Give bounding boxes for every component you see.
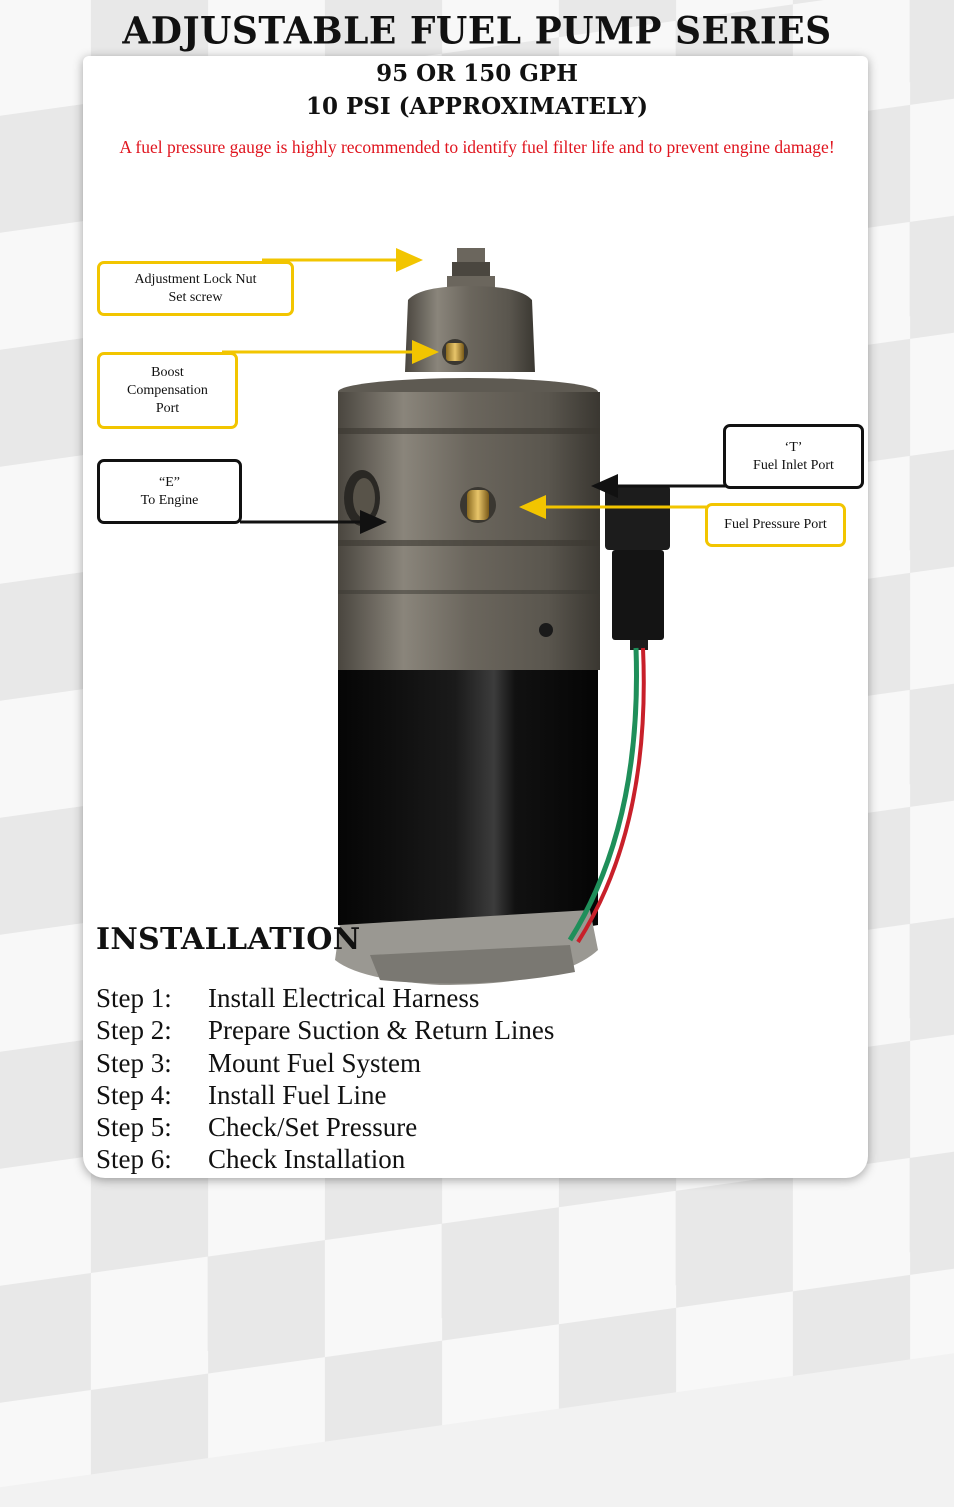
list-item [96, 1014, 554, 1046]
callout-to-engine: “E” To Engine [97, 459, 242, 524]
list-item [96, 1079, 554, 1111]
step-text: Prepare Suction & Return Lines [208, 1015, 555, 1046]
pressure-subtitle: 10 PSI (APPROXIMATELY) [305, 93, 649, 120]
step-number: Step 3: [96, 1047, 172, 1078]
list-item [96, 1143, 554, 1175]
step-number: Step 1: [96, 983, 172, 1013]
step-number: Step 5: [96, 1112, 172, 1143]
step-number: Step 2: [96, 1015, 172, 1046]
list-item [96, 982, 554, 1014]
page-title: ADJUSTABLE FUEL PUMP SERIES [122, 8, 832, 54]
installation-steps [96, 982, 554, 1176]
step-number: Step 6: [96, 1144, 172, 1175]
warning-text: A fuel pressure gauge is highly recommended to identify fuel filter life and to prevent engine damage! [119, 137, 835, 157]
fuel-pressure-port [460, 487, 496, 523]
list-item [96, 1047, 554, 1079]
callout-adjustment-lock-nut: Adjustment Lock Nut Set screw [97, 261, 294, 316]
step-text: Check Installation [208, 1144, 406, 1175]
step-text: Install Fuel Line [208, 1079, 387, 1110]
installation-heading: INSTALLATION [96, 922, 361, 957]
engine-port [344, 470, 380, 526]
step-text: Install Electrical Harness [208, 983, 480, 1013]
callout-boost-compensation: Boost Compensation Port [97, 352, 238, 429]
step-number: Step 4: [96, 1079, 172, 1110]
step-text: Mount Fuel System [208, 1047, 422, 1078]
list-item [96, 1111, 554, 1143]
step-text: Check/Set Pressure [208, 1112, 418, 1143]
flow-rate-subtitle: 95 OR 150 GPH [376, 60, 578, 87]
callout-fuel-pressure-port: Fuel Pressure Port [705, 503, 846, 547]
callout-fuel-inlet: ‘T’ Fuel Inlet Port [723, 424, 864, 489]
boost-compensation-port [442, 339, 468, 365]
electrical-connector [605, 485, 670, 650]
adjustment-lock-nut [447, 248, 495, 288]
